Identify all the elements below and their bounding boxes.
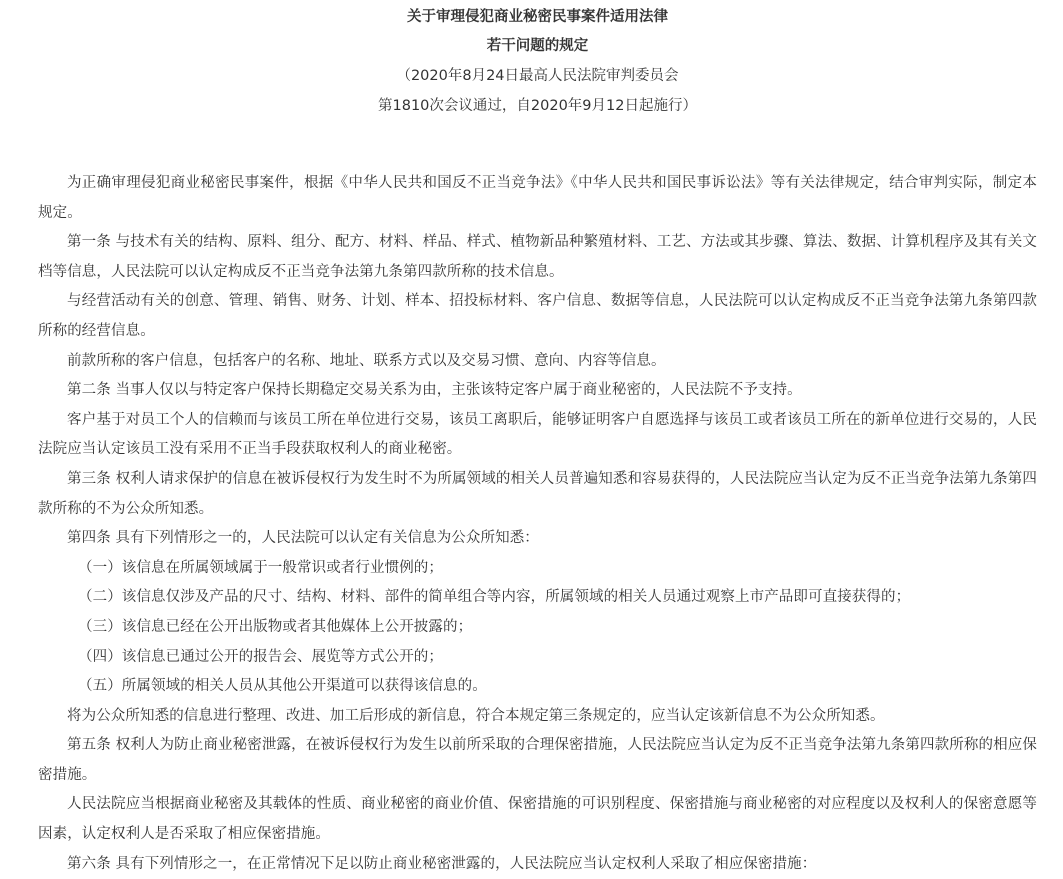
document-body <box>38 169 1037 879</box>
document-header <box>38 0 1037 121</box>
paragraph-article-2-employee: 客户基于对员工个人的信赖而与该员工所在单位进行交易，该员工离职后，能够证明客户自愿选择与该员工或者该员工所在的新单位进行交易的，人民法院应当认定该员工没有采用不正当手段获取权利人的商业秘密。 <box>38 411 1037 458</box>
paragraph-article-3: 第三条 权利人请求保护的信息在被诉侵权行为发生时不为所属领域的相关人员普遍知悉和容易获得的，人民法院应当认定为反不正当竞争法第九条第四款所称的不为公众所知悉。 <box>38 470 1037 517</box>
paragraph-preamble: 为正确审理侵犯商业秘密民事案件，根据《中华人民共和国反不正当竞争法》《中华人民共和国民事诉讼法》等有关法律规定，结合审判实际，制定本规定。 <box>38 175 1037 221</box>
paragraph-article-6: 第六条 具有下列情形之一，在正常情况下足以防止商业秘密泄露的，人民法院应当认定权利人采取了相应保密措施： <box>67 855 817 872</box>
paragraph-article-1-business-info: 与经营活动有关的创意、管理、销售、财务、计划、样本、招投标材料、客户信息、数据等信息，人民法院可以认定构成反不正当竞争法第九条第四款所称的经营信息。 <box>38 293 1037 339</box>
document-subtitle-line-1: （2020年8月24日最高人民法院审判委员会 <box>396 68 679 84</box>
list-item-article-4-3: （三）该信息已经在公开出版物或者其他媒体上公开披露的； <box>78 618 473 635</box>
paragraph-article-2: 第二条 当事人仅以与特定客户保持长期稳定交易关系为由，主张该特定客户属于商业秘密的，人民法院不予支持。 <box>67 382 802 399</box>
paragraph-article-1-customer-info: 前款所称的客户信息，包括客户的名称、地址、联系方式以及交易习惯、意向、内容等信息。 <box>67 352 666 369</box>
list-item-article-4-1: （一）该信息在所属领域属于一般常识或者行业惯例的； <box>78 559 443 576</box>
document-subtitle-line-2: 第1810次会议通过，自2020年9月12日起施行） <box>378 98 697 114</box>
list-item-article-4-5: （五）所属领域的相关人员从其他公开渠道可以获得该信息的。 <box>78 678 487 695</box>
paragraph-article-5: 第五条 权利人为防止商业秘密泄露，在被诉侵权行为发生以前所采取的合理保密措施，人民法院应当认定为反不正当竞争法第九条第四款所称的相应保密措施。 <box>38 737 1037 783</box>
paragraph-article-1: 第一条 与技术有关的结构、原料、组分、配方、材料、样品、样式、植物新品种繁殖材料、工艺、方法或其步骤、算法、数据、计算机程序及其有关文档等信息，人民法院可以认定构成反不正当竞争法第九条第四款所称的技术信息。 <box>38 234 1037 280</box>
paragraph-article-4-new-info: 将为公众所知悉的信息进行整理、改进、加工后形成的新信息，符合本规定第三条规定的，应当认定该新信息不为公众所知悉。 <box>67 707 885 724</box>
list-item-article-4-4: （四）该信息已通过公开的报告会、展览等方式公开的； <box>78 648 443 665</box>
document-title-line-2: 若干问题的规定 <box>486 38 589 54</box>
document-title-line-1: 关于审理侵犯商业秘密民事案件适用法律 <box>407 9 668 25</box>
list-item-article-4-2: （二）该信息仅涉及产品的尺寸、结构、材料、部件的简单组合等内容，所属领域的相关人员通过观察上市产品即可直接获得的； <box>78 589 911 606</box>
paragraph-article-5-factors: 人民法院应当根据商业秘密及其载体的性质、商业秘密的商业价值、保密措施的可识别程度、保密措施与商业秘密的对应程度以及权利人的保密意愿等因素，认定权利人是否采取了相应保密措施。 <box>38 796 1037 843</box>
paragraph-article-4: 第四条 具有下列情形之一的，人民法院可以认定有关信息为公众所知悉： <box>67 530 539 547</box>
